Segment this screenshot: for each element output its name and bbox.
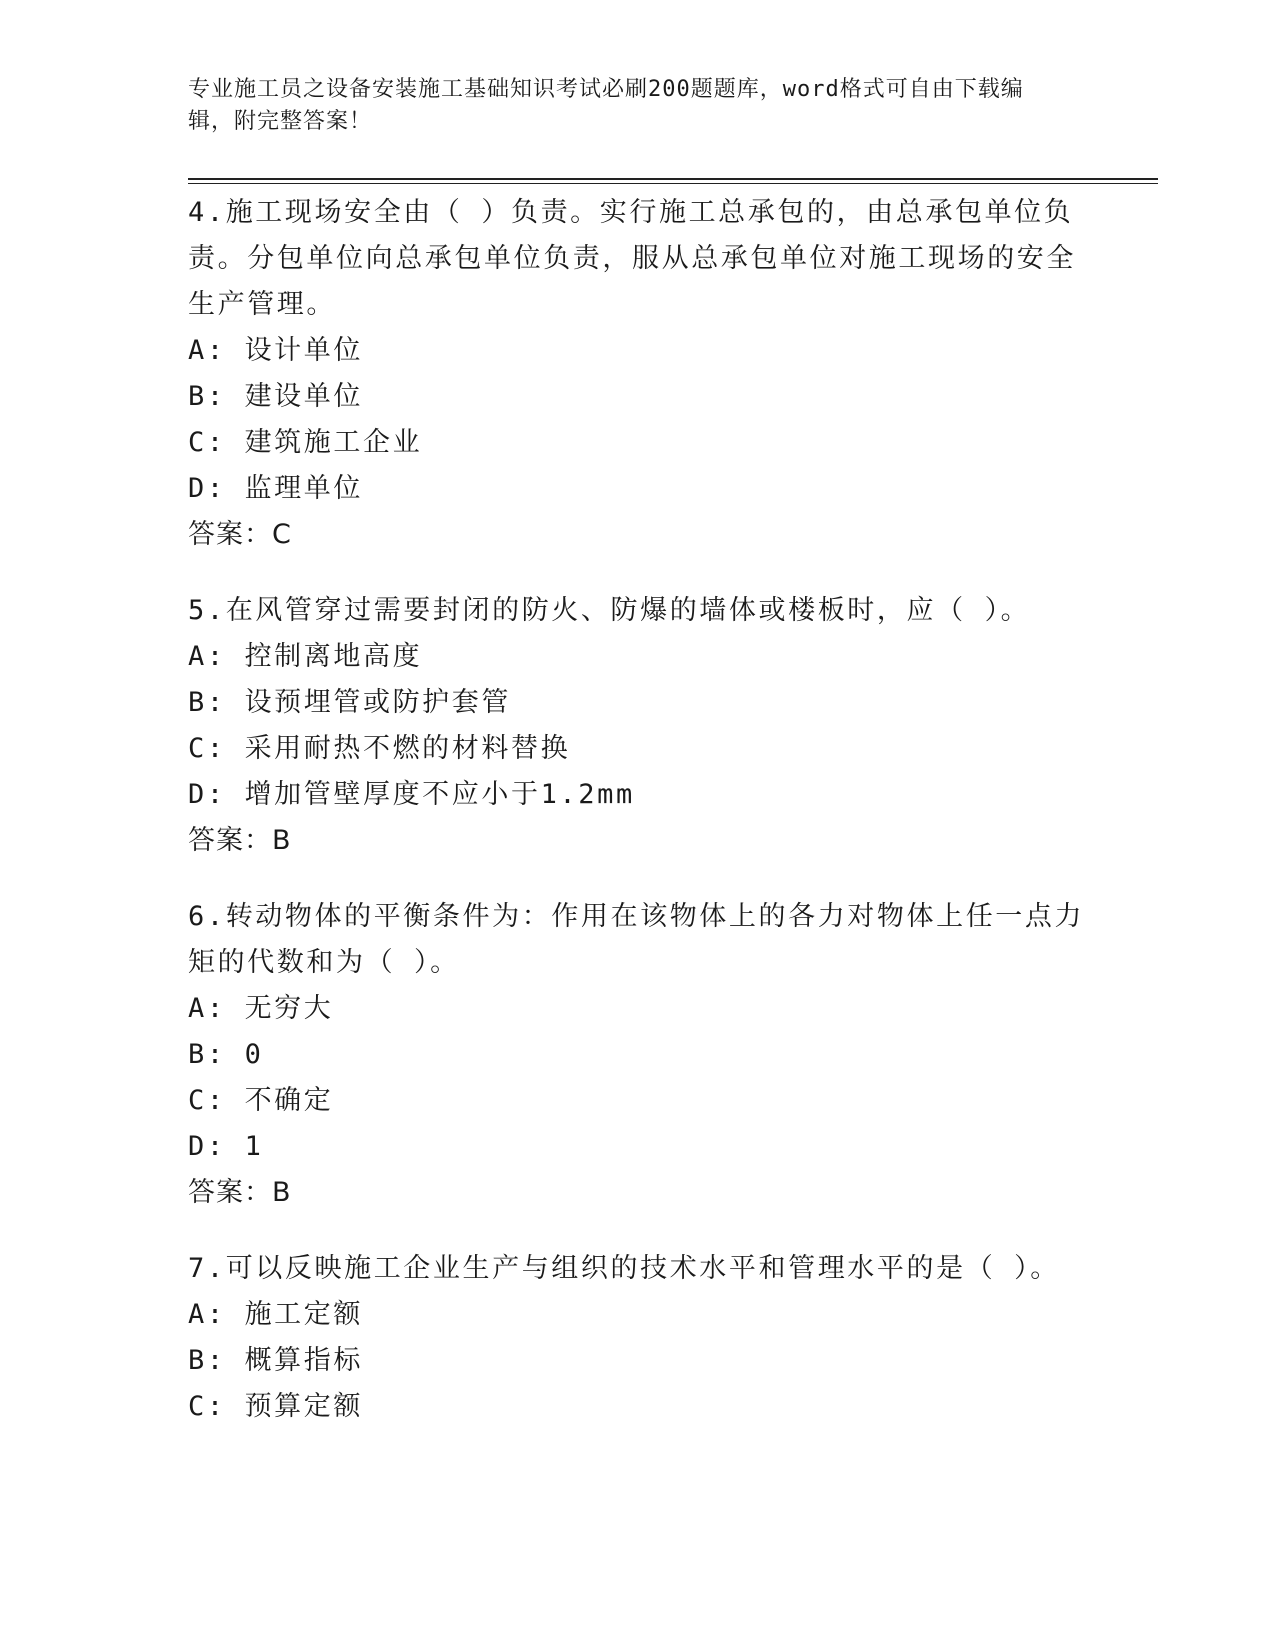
header-divider-thick: [188, 178, 1158, 180]
question-4: [188, 190, 1088, 558]
option-d: D: 监理单位: [188, 473, 363, 504]
header-divider-thin: [188, 183, 1158, 184]
option-c: C: 预算定额: [188, 1391, 363, 1422]
question-list: [188, 190, 1088, 1460]
option-a: A: 设计单位: [188, 335, 363, 366]
question-stem: 6.转动物体的平衡条件为：作用在该物体上的各力对物体上任一点力矩的代数和为（ ）。: [188, 901, 1085, 978]
option-b: B: 0: [188, 1039, 264, 1070]
question-stem: 4.施工现场安全由（ ）负责。实行施工总承包的，由总承包单位负责。分包单位向总承包单位负责，服从总承包单位对施工现场的安全生产管理。: [188, 197, 1076, 320]
question-7: [188, 1246, 1088, 1430]
option-c: C: 建筑施工企业: [188, 427, 423, 458]
option-c: C: 采用耐热不燃的材料替换: [188, 733, 571, 764]
document-header: 专业施工员之设备安装施工基础知识考试必刷200题题库，word格式可自由下载编辑，附完整答案！: [188, 77, 1024, 134]
option-b: B: 概算指标: [188, 1345, 363, 1376]
answer: 答案：B: [188, 1177, 292, 1208]
option-a: A: 无穷大: [188, 993, 334, 1024]
option-d: D: 增加管壁厚度不应小于1.2mm: [188, 779, 635, 810]
question-stem: 7.可以反映施工企业生产与组织的技术水平和管理水平的是（ ）。: [188, 1253, 1060, 1284]
question-6: [188, 894, 1088, 1216]
answer: 答案：B: [188, 825, 292, 856]
question-5: [188, 588, 1088, 864]
option-a: A: 施工定额: [188, 1299, 363, 1330]
option-d: D: 1: [188, 1131, 264, 1162]
question-stem: 5.在风管穿过需要封闭的防火、防爆的墙体或楼板时，应（ ）。: [188, 595, 1031, 626]
option-a: A: 控制离地高度: [188, 641, 423, 672]
option-b: B: 设预埋管或防护套管: [188, 687, 511, 718]
option-c: C: 不确定: [188, 1085, 334, 1116]
answer: 答案：C: [188, 519, 292, 550]
option-b: B: 建设单位: [188, 381, 363, 412]
